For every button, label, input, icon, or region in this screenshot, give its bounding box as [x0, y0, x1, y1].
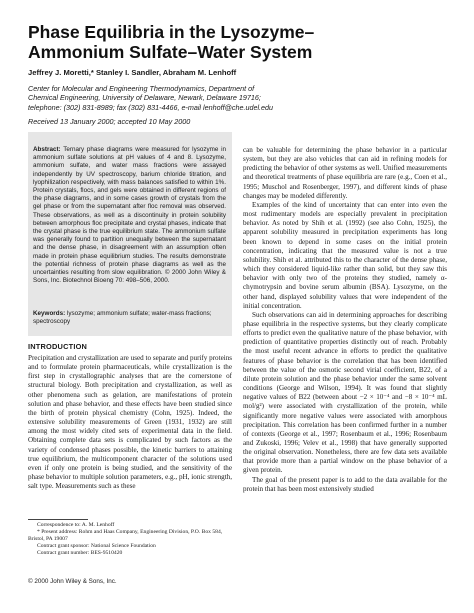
footnote-grant-number: Contract grant number: BES-9510420 — [37, 549, 123, 556]
title-line-2: Ammonium Sulfate–Water System — [28, 42, 313, 62]
paper-title — [28, 22, 448, 62]
affiliation-line: telephone: (302) 831-8989; fax (302) 831-4466, e-mail lenhoff@che.udel.edu — [28, 102, 274, 112]
intro-paragraph: Precipitation and crystallization are used to separate and purify proteins and to formulate protein pharmaceuticals, while crystallization is the first step in crystallographic analyses that are the cornerstone of structural biology. Both precipitation and crystallization, as well as other phenomena such as gelation, are manifestations of protein solution and phase behavior, and these effects have been studied since the birth of protein physical chemistry (Cohn, 1925). Indeed, the extensive solubility measurements of Green (1931, 1932) are still among the most widely cited sets of experimental data in the field. Obtaining complete data sets is complicated by such factors as the variety of condensed phases possible, the kinetic barriers to attaining true equilibrium, the multicomponent character of the solutions used even if only one protein is being studied, and the sensitivity of the phase behavior to multiple solution parameters, e.g., pH, ionic strength, salt type. Measurements such as these — [28, 354, 232, 491]
keywords-label: Keywords: — [33, 310, 66, 317]
affiliation-line: Chemical Engineering, University of Delaware, Newark, Delaware 19716; — [28, 93, 261, 103]
right-column — [243, 146, 447, 494]
body-paragraph: can be valuable for determining the phase behavior in a particular system, but they are also vehicles that can aid in refining models for predicting the behavior of other systems as well. Unified measurements and theoretical treatments of phase equilibria are rare (e.g., Coen et al., 1995; Muschol and Rosenberger, 1997), and different kinds of phase changes may be modeled differently. — [243, 146, 447, 200]
introduction-heading: INTRODUCTION — [28, 342, 88, 351]
author-list: Jeffrey J. Moretti,* Stanley I. Sandler, Abraham M. Lenhoff — [28, 68, 237, 77]
footnote-present-address: * Present address: Rohm and Haas Company, Engineering Division, P.O. Box 584, Bristol, PA 19007 — [28, 528, 223, 542]
footnote-grant-sponsor: Contract grant sponsor: National Science Foundation — [37, 542, 156, 549]
affiliation — [28, 84, 448, 112]
keywords-text: lysozyme; ammonium sulfate; water-mass fractions; spectroscopy — [33, 310, 212, 326]
abstract — [33, 146, 226, 285]
abstract-citation: © 2000 John Wiley & Sons, Inc. Biotechnol Bioeng 70: 498–506, 2000. — [33, 269, 226, 285]
footnotes — [28, 522, 232, 557]
footnote-correspondence: Correspondence to: A. M. Lenhoff — [37, 522, 115, 528]
title-line-1: Phase Equilibria in the Lysozyme– — [28, 22, 315, 42]
received-dates: Received 13 January 2000; accepted 10 May 2000 — [28, 117, 191, 126]
affiliation-line: Center for Molecular and Engineering Thermodynamics, Department of — [28, 84, 255, 93]
footnote-rule — [28, 519, 88, 520]
body-paragraph: Examples of the kind of uncertainty that can enter into even the most rudimentary models are especially prevalent in precipitation behavior. As noted by Shih et al. (1992) (see also Cohn, 1925), the apparent solubility measured in precipitation experiments has long been known to depend in some cases on the initial protein concentration, indicating that the measured value is not a true solubility. Shih et al. attributed this to the character of the dense phase, which they considered liquid-like rather than solid, but they saw this behavior with only two of the proteins they studied, namely α-chymotrypsin and bovine serum albumin (BSA). Lysozyme, on the other hand, displayed solubility values that were independent of the initial concentration. — [243, 200, 447, 310]
keywords — [33, 310, 226, 326]
abstract-body: Ternary phase diagrams were measured for lysozyme in ammonium sulfate solutions at pH values of 4 and 8. Lysozyme, ammonium sulfate, and water mass fractions were assayed independently by UV spectroscopy, barium chloride titration, and lyophilization respectively, with mass balances satisfied to within 1%. Protein crystals, flocs, and gels were obtained in different regions of the phase diagrams, and in some cases growth of crystals from the gel phase or from the supernatant after floc removal was observed. These observations, as well as a discontinuity in protein solubility between amorphous floc precipitate and crystal phases, indicate that the crystal phase is the true equilibrium state. The ammonium sulfate was generally found to partition unequally between the supernatant and the dense phase, in disagreement with an assumption often made in protein phase equilibrium studies. The results demonstrate the potential richness of protein phase diagrams as well as the uncertainties resulting from slow equilibration. — [33, 146, 226, 277]
copyright-notice: © 2000 John Wiley & Sons, Inc. — [28, 578, 117, 585]
body-paragraph: The goal of the present paper is to add to the data available for the protein that has been most extensively studied — [243, 475, 447, 493]
abstract-label: Abstract: — [33, 146, 61, 153]
body-paragraph: Such observations can aid in determining approaches for describing phase equilibria in the respective systems, but they clearly complicate efforts to predict even the qualitative nature of the phase behavior, with prediction of quantitative properties distinctly out of reach. Probably the most useful recent advance in efforts to predict the qualitative features of phase behavior is the correlation that has been identified between the value of the osmotic second virial coefficient, B22, of a dilute protein solution and the phase behavior under the same solvent conditions (George and Wilson, 1994). It was found that slightly negative values of B22 (between about −2 × 10⁻⁴ and −8 × 10⁻⁴ mL mol/g²) were associated with crystallization of the protein, while significantly more negative values were associated with amorphous precipitation. This correlation has been confirmed further in a number of contexts (George et al., 1997; Rosenbaum et al., 1996; Rosenbaum and Zukoski, 1996; Velev et al., 1998) that have generally supported the original observation. Nonetheless, there are few data sets available that provide more than a partial window on the phase behavior of a given protein. — [243, 310, 447, 475]
left-column — [28, 354, 232, 491]
